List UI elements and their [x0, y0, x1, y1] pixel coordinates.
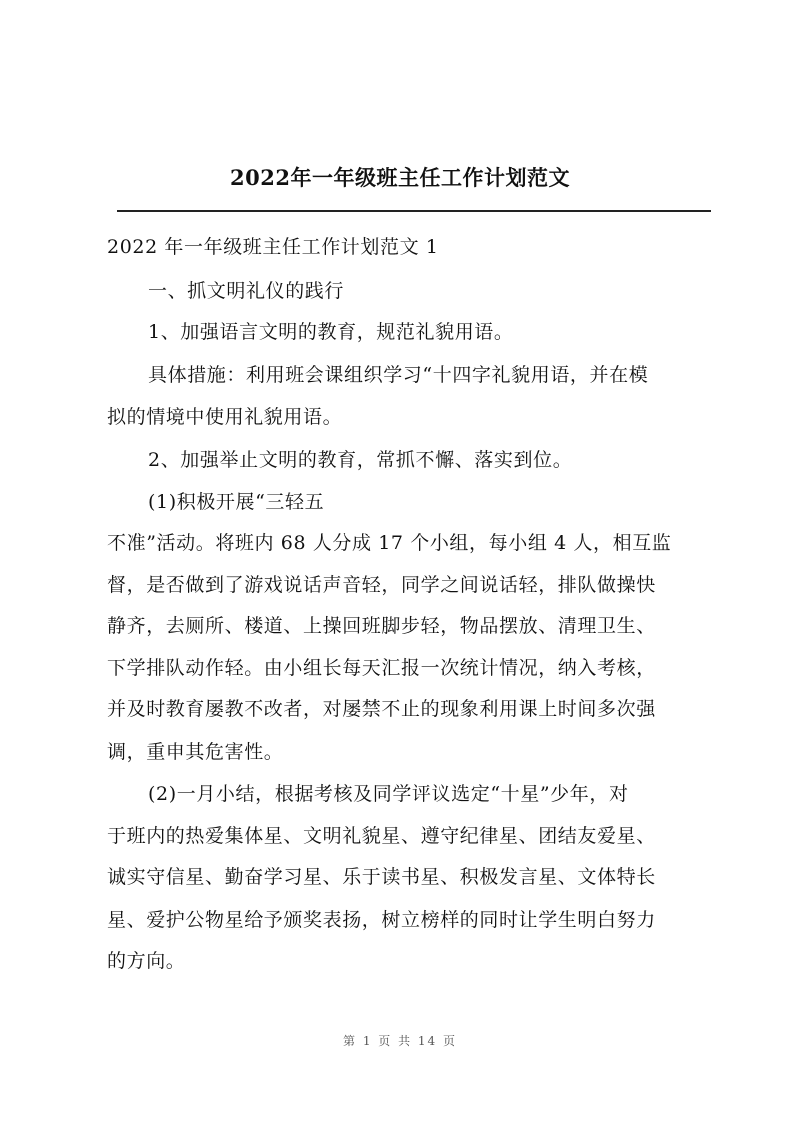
title-divider [117, 210, 711, 212]
text-line: 星、爱护公物星给予颁奖表扬，树立榜样的同时让学生明白努力 [107, 909, 656, 931]
text-line: 诚实守信星、勤奋学习星、乐于读书星、积极发言星、文体特长 [107, 866, 656, 888]
text-line: 一、抓文明礼仪的践行 [148, 280, 345, 302]
text-line: 不准”活动。将班内 68 人分成 17 个小组，每小组 4 人，相互监 [107, 532, 672, 554]
text-line: 具体措施：利用班会课组织学习“十四字礼貌用语，并在模 [148, 364, 649, 386]
text-line: 的方向。 [107, 950, 186, 972]
page-footer: 第 1 页 共 14 页 [343, 1034, 457, 1048]
text-line: 督，是否做到了游戏说话声音轻，同学之间说话轻，排队做操快 [107, 574, 656, 596]
text-line: 下学排队动作轻。由小组长每天汇报一次统计情况，纳入考核， [107, 657, 656, 679]
text-line: 拟的情境中使用礼貌用语。 [107, 406, 343, 428]
text-line: 1、加强语言文明的教育，规范礼貌用语。 [148, 321, 514, 343]
text-line: 并及时教育屡教不改者，对屡禁不止的现象利用课上时间多次强 [107, 698, 656, 720]
section-heading: 2022 年一年级班主任工作计划范文 1 [107, 236, 439, 258]
text-line: 静齐，去厕所、楼道、上操回班脚步轻，物品摆放、清理卫生、 [107, 615, 656, 637]
text-line: (1)积极开展“三轻五 [148, 491, 325, 513]
text-line: (2)一月小结，根据考核及同学评议选定“十星”少年，对 [148, 783, 629, 805]
document-title: 2022年一年级班主任工作计划范文 [230, 165, 570, 190]
text-line: 调，重申其危害性。 [107, 741, 284, 763]
text-line: 于班内的热爱集体星、文明礼貌星、遵守纪律星、团结友爱星、 [107, 825, 656, 847]
text-line: 2、加强举止文明的教育，常抓不懈、落实到位。 [148, 449, 573, 471]
